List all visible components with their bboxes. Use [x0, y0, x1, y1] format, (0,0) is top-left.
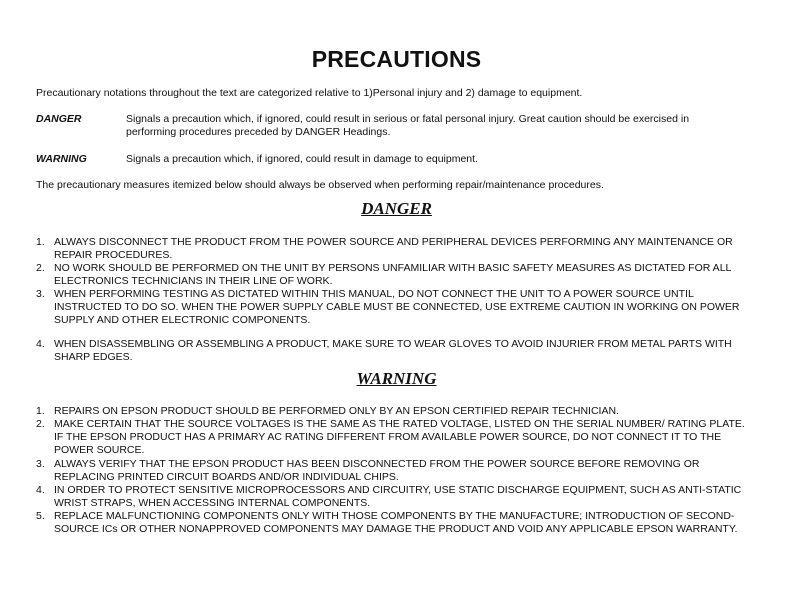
item-number: 2.	[36, 262, 45, 274]
item-text: ALWAYS VERIFY THAT THE EPSON PRODUCT HAS BEEN DISCONNECTED FROM THE POWER SOURCE BEFORE REMOVING OR REPLACING PRINTED CIRCUIT BOARDS AND/OR INDIVIDUAL CHIPS.	[54, 458, 700, 483]
item-text: REPAIRS ON EPSON PRODUCT SHOULD BE PERFORMED ONLY BY AN EPSON CERTIFIED REPAIR TECHNICIAN.	[54, 405, 619, 417]
item-number: 4.	[36, 484, 45, 496]
item-number: 1.	[36, 405, 45, 417]
item-number: 5.	[36, 510, 45, 522]
page-title: PRECAUTIONS	[311, 46, 482, 72]
measures-text: The precautionary measures itemized below should always be observed when performing repair/maintenance procedures.	[36, 179, 604, 191]
item-text: NO WORK SHOULD BE PERFORMED ON THE UNIT BY PERSONS UNFAMILIAR WITH BASIC SAFETY MEASURES AS DICTATED FOR ALL ELECTRONICS TECHNICIANS IN THEIR LINE OF WORK.	[54, 262, 731, 287]
item-text: ALWAYS DISCONNECT THE PRODUCT FROM THE POWER SOURCE AND PERIPHERAL DEVICES PERFORMING ANY MAINTENANCE OR REPAIR PROCEDURES.	[54, 236, 733, 261]
definition-description: Signals a precaution which, if ignored, could result in serious or fatal personal injury. Great caution should be exercised in performing procedures preceded by DANGER Headings.	[126, 113, 690, 138]
definition-term: WARNING	[36, 153, 87, 165]
definition-term: DANGER	[36, 113, 82, 125]
item-number: 3.	[36, 458, 45, 470]
item-text: REPLACE MALFUNCTIONING COMPONENTS ONLY WITH THOSE COMPONENTS BY THE MANUFACTURE; INTRODUCTION OF SECOND-SOURCE ICs OR OTHER NONAPPROVED COMPONENTS MAY DAMAGE THE PRODUCT AND VOID ANY APPLICABLE EPSON WARRANTY.	[54, 510, 738, 535]
intro-text: Precautionary notations throughout the text are categorized relative to 1)Personal injury and 2) damage to equipment.	[36, 87, 583, 99]
item-text: MAKE CERTAIN THAT THE SOURCE VOLTAGES IS THE SAME AS THE RATED VOLTAGE, LISTED ON THE SERIAL NUMBER/ RATING PLATE. IF THE EPSON PRODUCT HAS A PRIMARY AC RATING DIFFERENT FROM AVAILABLE POWER SOURCE, DO NOT CONNECT IT TO THE POWER SOURCE.	[54, 418, 745, 456]
item-number: 3.	[36, 288, 45, 300]
definition-description: Signals a precaution which, if ignored, could result in damage to equipment.	[126, 153, 478, 165]
item-number: 4.	[36, 338, 45, 350]
item-text: WHEN DISASSEMBLING OR ASSEMBLING A PRODUCT, MAKE SURE TO WEAR GLOVES TO AVOID INJURIER FROM METAL PARTS WITH SHARP EDGES.	[54, 338, 732, 363]
item-number: 1.	[36, 236, 45, 248]
item-text: IN ORDER TO PROTECT SENSITIVE MICROPROCESSORS AND CIRCUITRY, USE STATIC DISCHARGE EQUIPMENT, SUCH AS ANTI-STATIC WRIST STRAPS, WHEN ACCESSING INTERNAL COMPONENTS.	[54, 484, 742, 509]
warning-heading: WARNING	[356, 369, 437, 388]
item-text: WHEN PERFORMING TESTING AS DICTATED WITHIN THIS MANUAL, DO NOT CONNECT THE UNIT TO A POWER SOURCE UNTIL INSTRUCTED TO DO SO. WHEN THE POWER SUPPLY CABLE MUST BE CONNECTED, USE EXTREME CAUTION IN WORKING ON POWER SUPPLY AND OTHER ELECTRONIC COMPONENTS.	[54, 288, 740, 326]
item-number: 2.	[36, 418, 45, 430]
danger-heading: DANGER	[361, 199, 432, 218]
